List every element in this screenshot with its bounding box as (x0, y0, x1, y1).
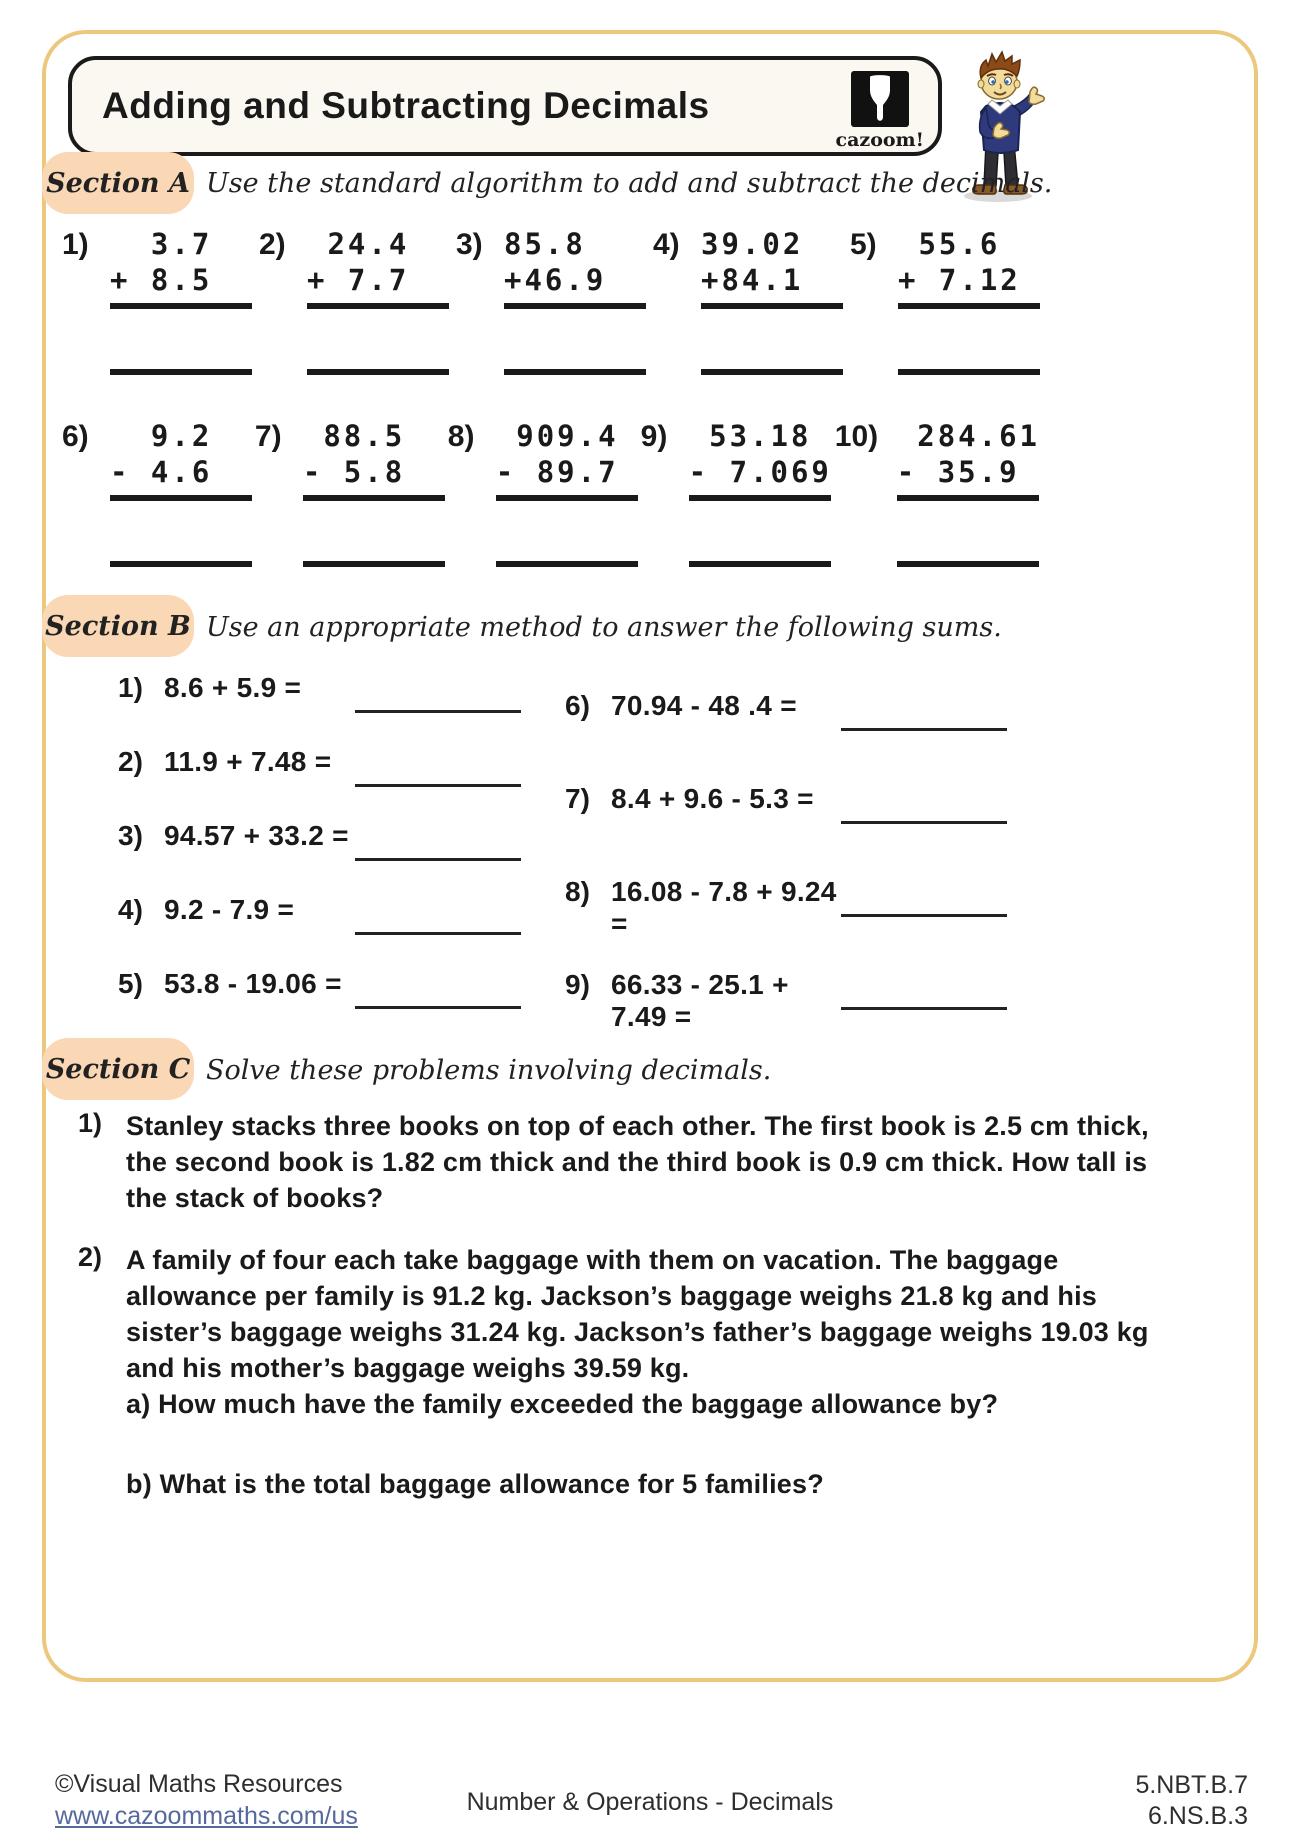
operand-bottom: + 7.12 (898, 263, 1021, 297)
operand-top: 39.02 (701, 227, 804, 261)
answer-line (504, 369, 646, 375)
answer-line (897, 561, 1039, 567)
operand-bottom: +46.9 (504, 263, 607, 297)
problem-number: 4) (118, 894, 143, 925)
problem-number: 9) (565, 969, 590, 1000)
cazoom-website-link[interactable]: www.cazoommaths.com/us (55, 1802, 358, 1830)
word-problem-2 (78, 1242, 1188, 1502)
answer-line (355, 858, 521, 861)
answer-line (303, 561, 445, 567)
sum-line (303, 495, 445, 501)
sum-problem-7 (565, 783, 1007, 876)
operand-bottom: - 89.7 (495, 455, 619, 489)
operand-bottom: +84.1 (701, 263, 804, 297)
problem-number: 8) (565, 876, 590, 907)
section-b-right-column (565, 690, 1007, 1062)
section-b-left-column (118, 672, 521, 1042)
problem-number: 6) (62, 420, 89, 453)
section-a-row-1 (62, 226, 1040, 375)
expression: 70.94 - 48 .4 = (611, 690, 797, 721)
copyright-text: ©Visual Maths Resources (55, 1770, 343, 1798)
problem-number: 2) (78, 1242, 103, 1272)
expression: 16.08 - 7.8 + 9.24 = (611, 876, 837, 939)
problem-number: 2) (259, 228, 286, 261)
section-a-label: Section A (42, 152, 194, 214)
problem-number: 5) (850, 228, 877, 261)
answer-line (355, 1006, 521, 1009)
operand-top: 88.5 (302, 419, 406, 453)
answer-line (307, 369, 449, 375)
sum-line (504, 303, 646, 309)
problem-number: 8) (447, 420, 475, 453)
expression: 53.8 - 19.06 = (164, 968, 342, 999)
algorithm-problem-8 (448, 418, 638, 567)
expression: 8.4 + 9.6 - 5.3 = (611, 783, 814, 814)
operand-bottom: + 7.7 (307, 263, 410, 297)
problem-part-b: b) What is the total baggage allowance for 5 families? (126, 1469, 824, 1499)
section-a-row-2 (62, 418, 1040, 567)
problem-number: 1) (118, 672, 143, 703)
algorithm-problem-1 (62, 226, 252, 375)
algorithm-problem-2 (259, 226, 449, 375)
operand-top: 53.18 (688, 419, 812, 453)
operand-top: 9.2 (110, 419, 213, 453)
section-a-instruction: Use the standard algorithm to add and subtract the decimals. (206, 168, 1053, 199)
footer-standards (1135, 1770, 1248, 1832)
answer-line (110, 561, 252, 567)
problem-text: Stanley stacks three books on top of each other. The first book is 2.5 cm thick, the second book is 1.82 cm thick and the third book is 0.9 cm thick. How tall is the stack of books? (126, 1111, 1149, 1213)
problem-number: 10) (834, 420, 879, 453)
section-c-instruction: Solve these problems involving decimals. (206, 1055, 772, 1086)
operand-top: 909.4 (495, 419, 619, 453)
sum-problem-4 (118, 894, 521, 968)
operand-bottom: - 7.069 (688, 455, 832, 489)
sum-problem-1 (118, 672, 521, 746)
standard-code-1: 5.NBT.B.7 (1135, 1771, 1248, 1799)
answer-line (355, 932, 521, 935)
problem-number: 4) (653, 228, 680, 261)
sum-problem-3 (118, 820, 521, 894)
algorithm-problem-5 (850, 226, 1040, 375)
answer-line (841, 1007, 1007, 1010)
operand-bottom: - 35.9 (896, 455, 1020, 489)
cazoom-logo-text: cazoom! (835, 129, 924, 151)
algorithm-problem-4 (653, 226, 843, 375)
answer-line (355, 784, 521, 787)
standard-code-2: 6.NS.B.3 (1147, 1802, 1248, 1830)
expression: 11.9 + 7.48 = (164, 746, 332, 777)
sum-line (898, 303, 1040, 309)
algorithm-problem-10 (835, 418, 1040, 567)
sum-line (897, 495, 1039, 501)
problem-number: 9) (640, 420, 668, 453)
answer-line (689, 561, 831, 567)
sum-line (110, 495, 252, 501)
problem-text: A family of four each take baggage with them on vacation. The baggage allowance per family is 91.2 kg. Jackson’s baggage weighs 21.8 kg and his sister’s baggage weighs 31.24 kg. Jackson’s father’s baggage weighs 19.03 kg and his mother’s baggage weighs 39.59 kg. (126, 1245, 1149, 1383)
operand-top: 85.8 (504, 227, 586, 261)
worksheet-header (68, 56, 942, 156)
problem-number: 5) (118, 968, 143, 999)
operand-bottom: + 8.5 (110, 263, 213, 297)
operand-top: 284.61 (896, 419, 1040, 453)
answer-line (496, 561, 638, 567)
answer-line (841, 728, 1007, 731)
algorithm-problem-3 (456, 226, 646, 375)
answer-line (110, 369, 252, 375)
answer-line (701, 369, 843, 375)
operand-bottom: - 4.6 (110, 455, 213, 489)
sum-line (110, 303, 252, 309)
sum-line (496, 495, 638, 501)
operand-top: 55.6 (898, 227, 1001, 261)
sum-line (689, 495, 831, 501)
algorithm-problem-9 (641, 418, 832, 567)
operand-top: 24.4 (307, 227, 410, 261)
expression: 8.6 + 5.9 = (164, 672, 302, 703)
cazoom-drum-icon (849, 71, 911, 129)
expression: 9.2 - 7.9 = (164, 894, 295, 925)
answer-line (355, 710, 521, 713)
problem-number: 3) (118, 820, 143, 851)
sum-line (701, 303, 843, 309)
algorithm-problem-6 (62, 418, 252, 567)
problem-part-a: a) How much have the family exceeded the baggage allowance by? (126, 1389, 999, 1419)
operand-bottom: - 5.8 (302, 455, 406, 489)
algorithm-problem-7 (255, 418, 445, 567)
answer-line (841, 914, 1007, 917)
sum-problem-9 (565, 969, 1007, 1062)
problem-number: 1) (62, 228, 89, 261)
problem-number: 2) (118, 746, 143, 777)
problem-number: 7) (565, 783, 590, 814)
sum-line (307, 303, 449, 309)
cazoom-logo (836, 71, 924, 151)
expression: 66.33 - 25.1 + 7.49 = (611, 969, 789, 1032)
answer-line (841, 821, 1007, 824)
problem-number: 3) (456, 228, 483, 261)
operand-top: 3.7 (110, 227, 213, 261)
page-title: Adding and Subtracting Decimals (102, 85, 710, 126)
section-c-label: Section C (42, 1038, 194, 1100)
sum-problem-5 (118, 968, 521, 1042)
expression: 94.57 + 33.2 = (164, 820, 349, 851)
word-problem-1 (78, 1108, 1188, 1216)
problem-number: 6) (565, 690, 590, 721)
problem-number: 1) (78, 1108, 103, 1138)
sum-problem-8 (565, 876, 1007, 969)
problem-number: 7) (254, 420, 282, 453)
section-b-instruction: Use an appropriate method to answer the following sums. (206, 612, 1002, 643)
answer-line (898, 369, 1040, 375)
footer-topic: Number & Operations - Decimals (466, 1788, 834, 1816)
sum-problem-2 (118, 746, 521, 820)
sum-problem-6 (565, 690, 1007, 783)
section-b-label: Section B (42, 595, 194, 657)
